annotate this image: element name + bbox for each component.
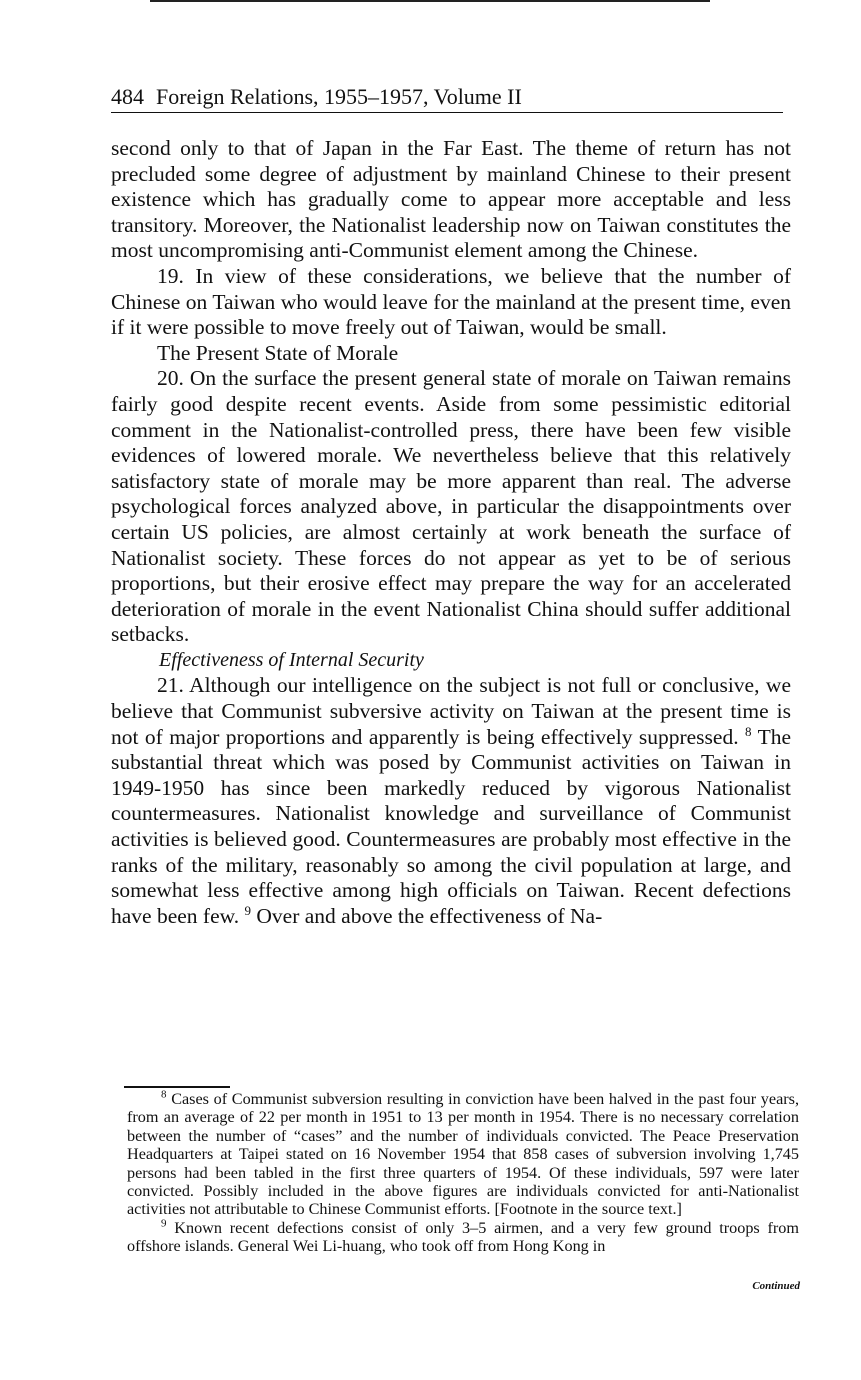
paragraph-21-text-a: 21. Although our intelligence on the subject is not full or conclusive, we believe that Communist subversive activity on Taiwan at the present time is not of major proportions and apparently is being effectively suppressed. [111,673,791,749]
footnote-8-mark: 8 [161,1088,167,1101]
footnote-ref-8[interactable]: 8 [745,723,752,739]
footnote-ref-9[interactable]: 9 [244,902,252,918]
paragraph-21-text-b: The substantial threat which was posed by Communist activities on Taiwan in 1949-1950 has since been markedly reduced by vigorous Nationalist countermeasures. Nationalist knowledge and surveillance of Communist activities is believed good. Countermeasures are probably most effective in the ranks of the military, reasonably so among the civil population at large, and somewhat less effective among high officials on Taiwan. Recent defections have been few. [111,724,791,928]
footnote-9 [127,1219,799,1256]
section-heading-morale: The Present State of Morale [157,340,399,365]
paragraph-continued: second only to that of Japan in the Far East. The theme of return has not precluded some degree of adjustment by mainland Chinese to their present existence which has gradually come to appear more acceptable and less transitory. Moreover, the Nationalist leadership now on Taiwan constitutes the most uncompromising anti-Communist element among the Chinese. [111,136,791,263]
running-header [111,84,783,113]
paragraph-20: 20. On the surface the present general state of morale on Taiwan remains fairly good despite recent events. Aside from some pessimistic editorial comment in the Nationalist-controlled press, there have been few visible evidences of lowered morale. We nevertheless believe that this relatively satisfactory state of morale may be more apparent than real. The adverse psychological forces analyzed above, in particular the disappointments over certain US policies, are almost certainly at work beneath the surface of Nationalist society. These forces do not appear as yet to be of serious proportions, but their erosive effect may prepare the way for an accelerated deterioration of morale in the event Nationalist China should suffer additional setbacks. [111,366,791,647]
paragraph-19: 19. In view of these considerations, we believe that the number of Chinese on Taiwan who would leave for the mainland at the present time, even if it were possible to move freely out of Taiwan, would be small. [111,263,791,340]
footnotes [127,1090,799,1256]
paragraph-21 [111,673,791,929]
continued-label: Continued [752,1280,800,1292]
footnote-9-text: Known recent defections consist of only 3–5 airmen, and a very few ground troops from offshore islands. General Wei Li-huang, who took off from Hong Kong in [127,1218,799,1256]
footnote-9-mark: 9 [161,1217,167,1230]
running-title: Foreign Relations, 1955–1957, Volume II [156,84,522,109]
footnote-separator [124,1086,230,1088]
footnote-8-text: Cases of Communist subversion resulting in conviction have been halved in the past four years, from an average of 22 per month in 1951 to 13 per month in 1954. There is no necessary correlation between the number of “cases” and the number of individuals convicted. The Peace Preservation Headquarters at Taipei stated on 16 November 1954 that 858 cases of subversion involving 1,745 persons had been tabled in the first three quarters of 1954. Of these individuals, 597 were later convicted. Possibly included in the above figures are individuals convicted for anti-Nationalist activities not attributable to Chinese Communist efforts. [Footnote in the source text.] [127,1090,800,1219]
paragraph-21-text-c: Over and above the effectiveness of Na- [256,903,603,928]
page-number: 484 [111,84,144,109]
section-heading-internal-security: Effectiveness of Internal Security [159,648,424,671]
body-text [111,136,791,929]
footnote-8 [127,1090,799,1219]
top-edge-rule [150,0,710,2]
